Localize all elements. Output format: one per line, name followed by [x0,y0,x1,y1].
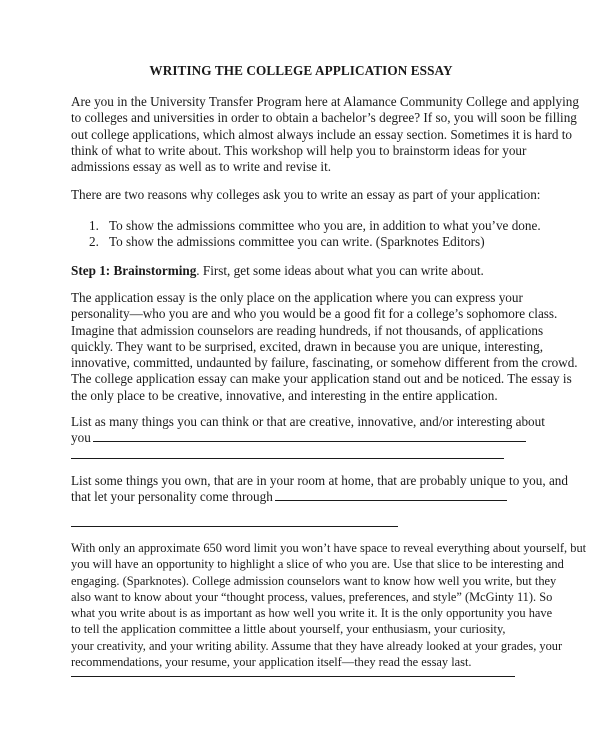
list-number: 1. [89,218,99,233]
list-prompt [71,414,545,447]
list-text: To show the admissions committee you can write. (Sparknotes Editors) [109,234,485,250]
paragraph-line: quickly. They want to be surprised, excited, drawn in because you are unique, interesting, [71,338,544,354]
own-prompt [71,473,568,506]
step1-label: Step 1: Brainstorming [71,263,197,278]
paragraph-line: your creativity, and your writing ability. Assume that they have already looked at your grades, your [71,638,563,653]
reasons-intro-text: There are two reasons why colleges ask you to write an essay as part of your application: [71,187,541,202]
list-item [89,218,541,234]
document-title: WRITING THE COLLEGE APPLICATION ESSAY [149,63,453,78]
own-prompt-line: List some things you own, that are in your room at home, that are probably unique to you, and [71,473,568,488]
intro-paragraph [71,94,579,175]
paragraph-line: to tell the application committee a little about yourself, your enthusiasm, your curiosity, [71,622,506,637]
paragraph-line: personality—who you are and who you would be a good fit for a college’s sophomore class. [71,306,558,322]
paragraph-line: recommendations, your resume, your application itself—they read the essay last. [71,655,472,670]
list-prompt-line: List as many things you can think or that are creative, innovative, and/or interesting about [71,414,545,429]
answer-blank[interactable] [93,440,526,442]
answer-blank[interactable] [275,499,507,501]
paragraph-line: Imagine that admission counselors are reading hundreds, if not thousands, of applications [71,322,544,338]
answer-blank-line[interactable] [71,458,504,459]
application-paragraph [71,290,578,404]
reasons-intro [71,187,541,203]
paragraph-line: The application essay is the only place on the application where you can express your [71,290,523,305]
bottom-rule [71,676,515,677]
reasons-list [89,218,541,251]
paragraph-line: what you write about is as important as how well you write it. It is the only opportunity you have [71,606,553,621]
intro-line: think of what to write about. This workshop will help you to brainstorm ideas for your [71,142,527,158]
intro-line: to colleges and universities in order to obtain a bachelor’s degree? If so, you will soon be filling [71,110,577,126]
closing-paragraph [71,540,587,670]
list-text: To show the admissions committee who you are, in addition to what you’ve done. [109,218,541,233]
intro-line: admissions essay as well as to write and revise it. [71,159,332,175]
own-prompt-line: that let your personality come through [71,489,273,505]
list-item [89,234,541,250]
paragraph-line: the only place to be creative, innovative, and interesting in the entire application. [71,387,498,403]
paragraph-line: also want to know about your “thought process, values, preferences, and style” (McGinty 11). So [71,589,553,604]
list-number: 2. [89,234,99,250]
step1-text: . First, get some ideas about what you can write about. [196,263,484,278]
intro-line: out college applications, which almost always include an essay section. Sometimes it is hard to [71,126,573,142]
list-prompt-you: you [71,430,91,446]
paragraph-line: engaging. (Sparknotes). College admission counselors want to know how well you write, but they [71,573,557,588]
paragraph-line: With only an approximate 650 word limit you won’t have space to reveal everything about yourself, but [71,541,587,555]
paragraph-line: you will have an opportunity to highlight a slice of who you are. Use that slice to be interesting and [71,557,564,572]
answer-blank-line[interactable] [71,526,398,527]
paragraph-line: innovative, committed, undaunted by failure, fascinating, or somehow different from the crowd. [71,355,578,371]
step1-heading [71,263,541,279]
paragraph-line: The college application essay can make your application stand out and be noticed. The essay is [71,371,572,387]
intro-line: Are you in the University Transfer Program here at Alamance Community College and applying [71,94,579,109]
